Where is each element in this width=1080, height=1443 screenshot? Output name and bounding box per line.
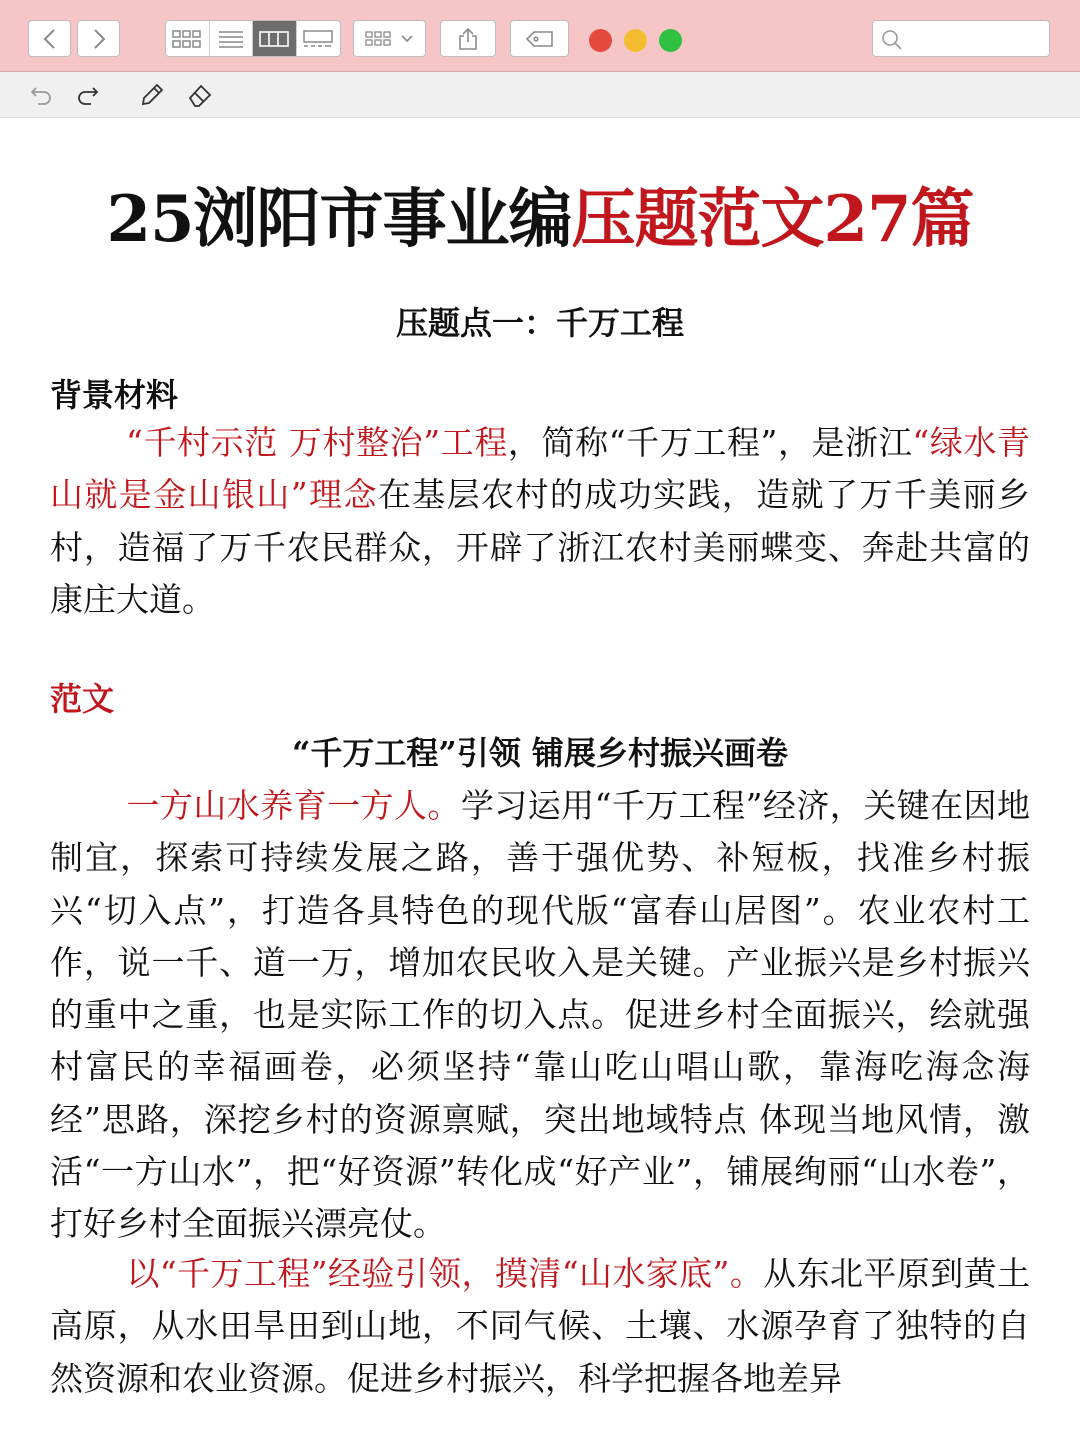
pencil-icon bbox=[139, 82, 165, 108]
essay-paragraph-2 bbox=[50, 1248, 1030, 1405]
document-page bbox=[0, 118, 1080, 1443]
column-view-icon bbox=[259, 30, 289, 48]
search-input[interactable] bbox=[907, 27, 1046, 51]
undo-button[interactable] bbox=[28, 82, 56, 108]
back-button[interactable] bbox=[28, 20, 71, 57]
essay-title: “千万工程”引领 铺展乡村振兴画卷 bbox=[292, 734, 788, 772]
essay-paragraph-1 bbox=[50, 780, 1030, 1251]
grid-view-button[interactable] bbox=[166, 21, 210, 56]
view-mode-selector bbox=[165, 20, 341, 57]
minimize-window-button[interactable] bbox=[624, 29, 647, 52]
title-black-part: 25浏阳市事业编 bbox=[106, 182, 572, 257]
chevron-right-icon bbox=[91, 28, 107, 50]
share-button[interactable] bbox=[440, 20, 496, 57]
undo-icon bbox=[30, 84, 54, 106]
background-black-2: 在基层农村的成功实践，造就了万千美丽乡村，造福了万千农民群众，开辟了浙江农村美丽蝶变、奔赴共富的康庄大道。 bbox=[50, 475, 1030, 619]
eraser-button[interactable] bbox=[186, 82, 214, 108]
tag-icon bbox=[525, 29, 555, 49]
list-view-icon bbox=[218, 30, 244, 48]
background-black-1: ，简称“千万工程”，是浙江 bbox=[507, 423, 913, 462]
window-toolbar bbox=[0, 0, 1080, 72]
background-red-1: “千村示范 万村整治”工程 bbox=[126, 423, 508, 462]
background-paragraph bbox=[50, 417, 1030, 626]
background-heading: 背景材料 bbox=[50, 376, 179, 414]
para2-red: 以“千万工程”经验引领，摸清“山水家底”。 bbox=[126, 1254, 764, 1293]
pencil-button[interactable] bbox=[138, 82, 166, 108]
section-title: 压题点一：千万工程 bbox=[395, 304, 684, 342]
background-red-2: “绿水青山就是金山银山”理念 bbox=[50, 423, 1031, 515]
forward-button[interactable] bbox=[77, 20, 120, 57]
group-by-dropdown[interactable] bbox=[353, 20, 426, 57]
redo-button[interactable] bbox=[73, 82, 101, 108]
search-icon bbox=[881, 29, 903, 51]
gallery-view-icon bbox=[303, 30, 333, 48]
group-dropdown-icon bbox=[364, 29, 416, 49]
grid-view-icon bbox=[172, 29, 202, 49]
chevron-left-icon bbox=[42, 28, 58, 50]
title-red-part: 压题范文27篇 bbox=[571, 182, 974, 257]
search-field[interactable] bbox=[872, 20, 1050, 57]
para2-black: 从东北平原到黄土高原，从水田旱田到山地，不同气候、土壤、水源孕育了独特的自然资源和农业资源。促进乡村振兴，科学把握各地差异 bbox=[50, 1254, 1030, 1398]
gallery-view-button[interactable] bbox=[297, 21, 340, 56]
essay-heading: 范文 bbox=[50, 680, 115, 718]
column-view-button[interactable] bbox=[253, 21, 297, 56]
eraser-icon bbox=[187, 82, 213, 108]
para1-red: 一方山水养育一方人。 bbox=[126, 786, 461, 825]
close-window-button[interactable] bbox=[589, 29, 612, 52]
share-icon bbox=[457, 27, 479, 51]
document-title bbox=[0, 168, 1080, 260]
para1-black: 学习运用“千万工程”经济，关键在因地制宜，探索可持续发展之路，善于强优势、补短板，找准乡村振兴“切入点”，打造各具特色的现代版“富春山居图”。农业农村工作，说一千、道一万，增加农民收入是关键。产业振兴是乡村振兴的重中之重，也是实际工作的切入点。促进乡村全面振兴，绘就强村富民的幸福画卷，必须坚持“靠山吃山唱山歌，靠海吃海念海经”思路，深挖乡村的资源禀赋，突出地域特点 体现当地风情，激活“一方山水”，把“好资源”转化成“好产业”，铺展绚丽“山水卷”，打好乡村全面振兴漂亮仗。 bbox=[50, 786, 1030, 1244]
list-view-button[interactable] bbox=[210, 21, 254, 56]
tag-button[interactable] bbox=[510, 20, 569, 57]
redo-icon bbox=[75, 84, 99, 106]
zoom-window-button[interactable] bbox=[659, 29, 682, 52]
